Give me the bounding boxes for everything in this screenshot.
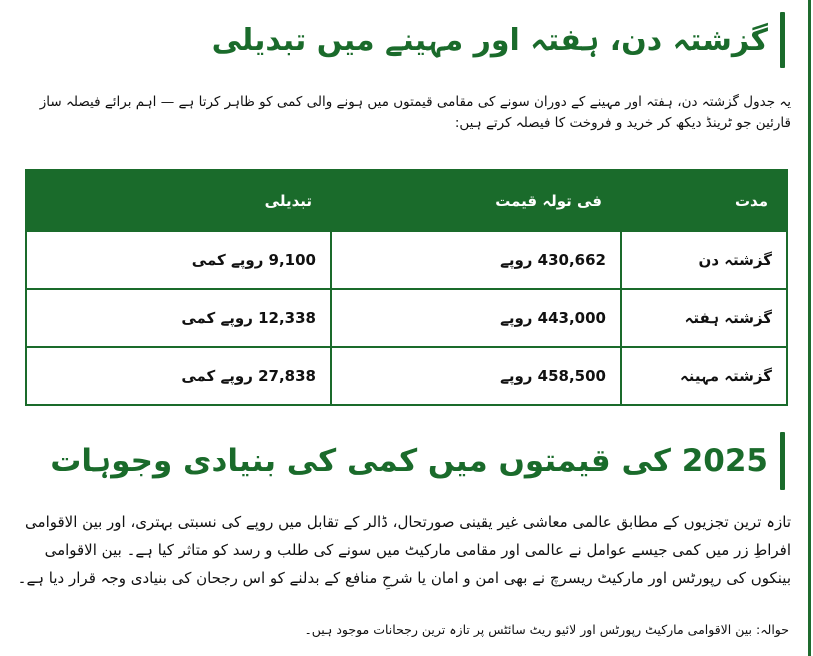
header-price: فی تولہ قیمت [331, 170, 621, 231]
reasons-paragraph: تازہ ترین تجزیوں کے مطابق عالمی معاشی غیر یقینی صورتحال، ڈالر کے تقابل میں روپے کی نسبتی بہتری، اور بین الاقوامی افراطِ زر میں کمی جیسے عوامل نے عالمی اور مقامی مارکیٹ میں سونے کی طلب و رسد کو متاثر کیا ہے۔ بین الاقوامی بینکوں کی رپورٹس اور مارکیٹ ریسرچ نے بھی امن و امان یا شرحِ منافع کے بدلنے کو اس رجحان کی بنیادی وجہ قرار دیا ہے۔ [17, 513, 791, 587]
heading-accent-bar [780, 12, 785, 68]
cell-period: گزشتہ ہفتہ [621, 289, 787, 347]
right-border [808, 0, 811, 656]
source-note: حوالہ: بین الاقوامی مارکیٹ رپورٹس اور لائیو ریٹ سائٹس پر تازہ ترین رجحانات موجود ہیں۔ [304, 622, 789, 637]
cell-price: 430,662 روپے [331, 231, 621, 289]
cell-price: 458,500 روپے [331, 347, 621, 405]
cell-change: 9,100 روپے کمی [26, 231, 331, 289]
table-header-row [26, 170, 787, 231]
cell-period: گزشتہ مہینہ [621, 347, 787, 405]
price-change-table [25, 169, 788, 406]
table-row [26, 231, 787, 289]
table-intro-paragraph: یہ جدول گزشتہ دن، ہفتہ اور مہینے کے دوران سونے کی مقامی قیمتوں میں ہونے والی کمی کو ظاہر کرتا ہے — اہم برائے فیصلہ ساز قارئین جو ٹرینڈ دیکھ کر خرید و فروخت کا فیصلہ کرتے ہیں: [39, 94, 791, 131]
header-period: مدت [621, 170, 787, 231]
cell-change: 27,838 روپے کمی [26, 347, 331, 405]
table-row [26, 347, 787, 405]
section-heading-reasons [50, 432, 785, 490]
heading-accent-bar [780, 432, 785, 490]
header-change: تبدیلی [26, 170, 331, 231]
cell-change: 12,338 روپے کمی [26, 289, 331, 347]
table-row [26, 289, 787, 347]
cell-period: گزشتہ دن [621, 231, 787, 289]
cell-price: 443,000 روپے [331, 289, 621, 347]
heading-text: گزشتہ دن، ہفتہ اور مہینے میں تبدیلی [211, 22, 768, 58]
section-heading-changes [212, 12, 785, 68]
heading-text: 2025 کی قیمتوں میں کمی کی بنیادی وجوہات [50, 443, 768, 479]
